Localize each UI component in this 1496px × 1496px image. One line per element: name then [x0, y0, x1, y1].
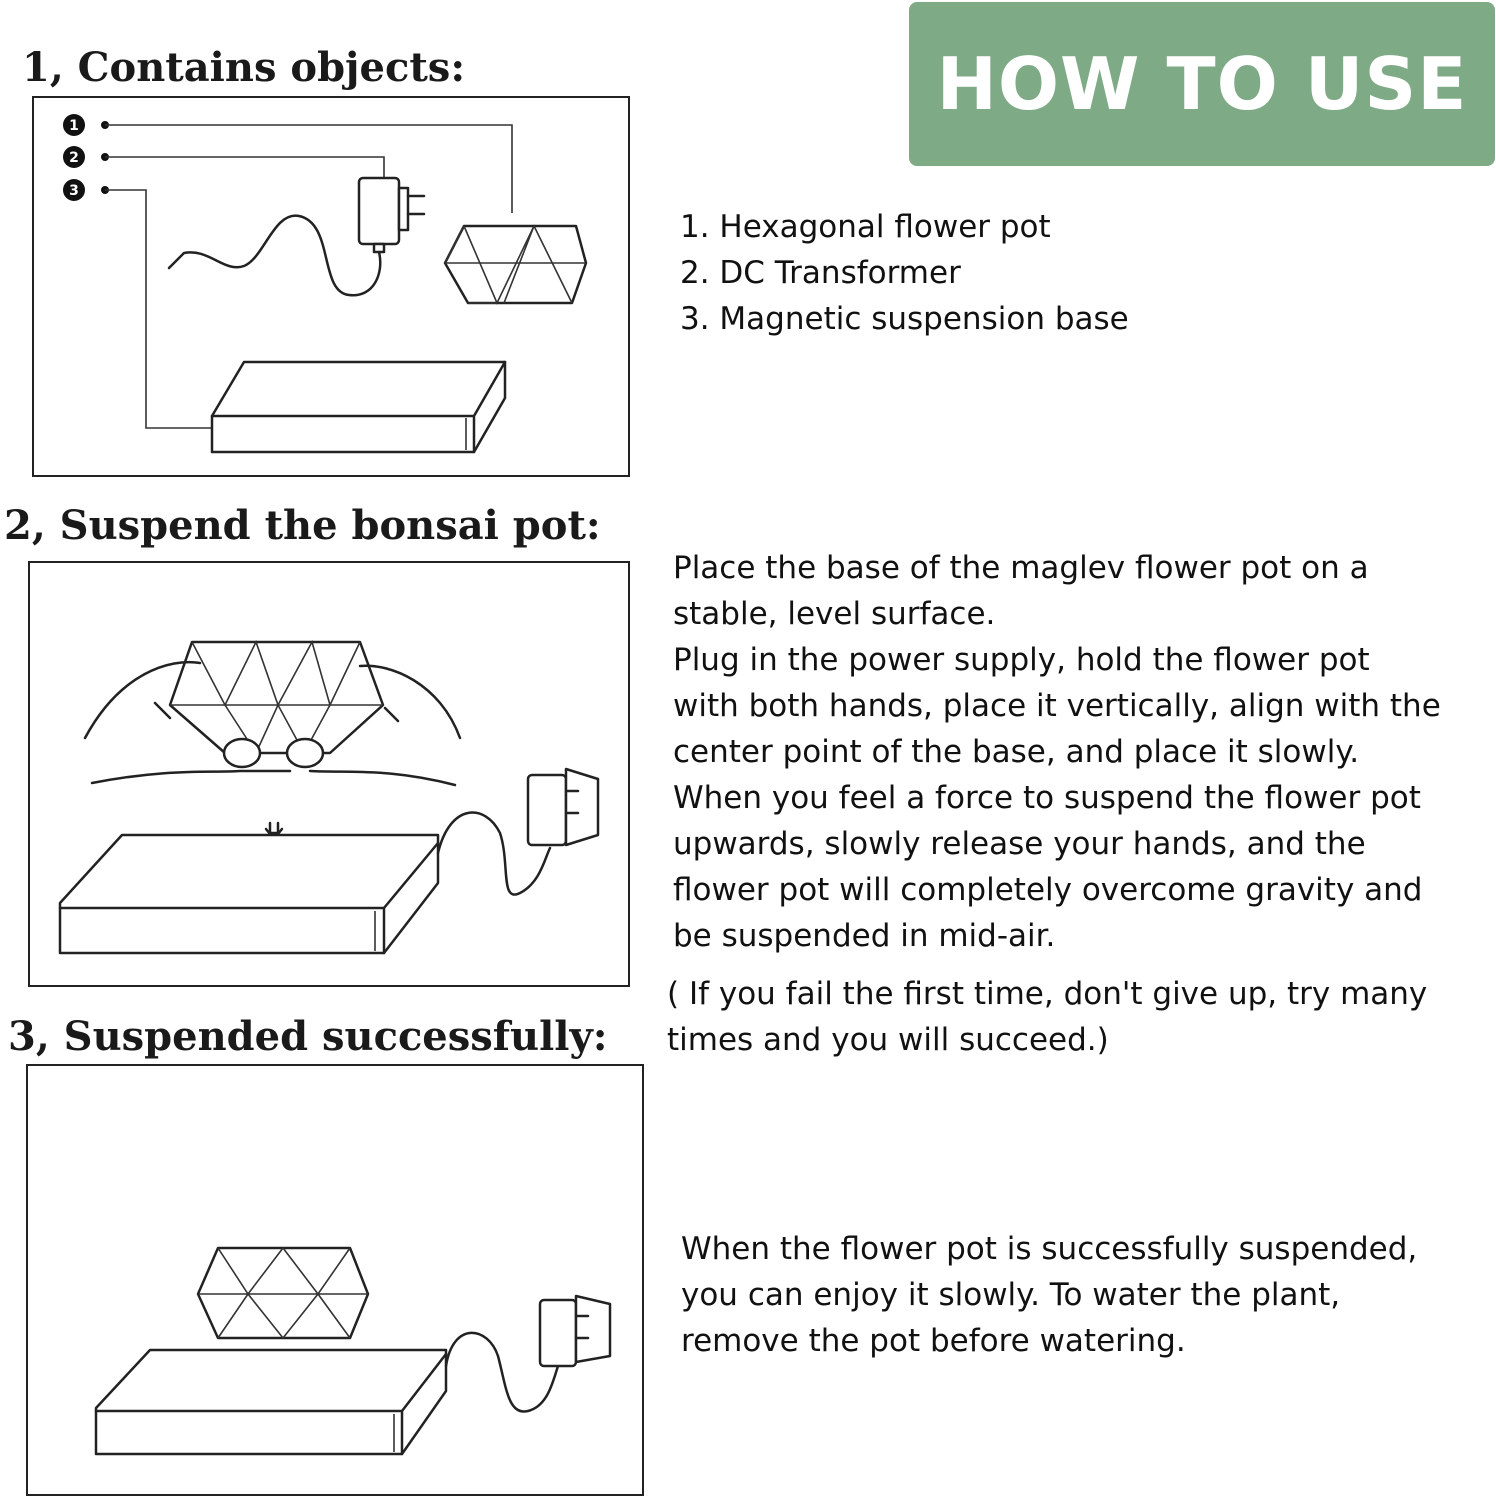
- marker-2: [63, 146, 85, 168]
- step3-heading: 3, Suspended successfully:: [8, 1013, 608, 1060]
- hexagonal-flower-pot: [170, 642, 383, 753]
- step2-line-9: be suspended in mid-air.: [673, 918, 1056, 954]
- step3-line-3: remove the pot before watering.: [681, 1323, 1186, 1359]
- step2-line-4: with both hands, place it vertically, align with the: [673, 688, 1441, 724]
- dc-transformer: [446, 1296, 610, 1412]
- step3-illustration-panel: [26, 1064, 644, 1496]
- step2-note-line-2: times and you will succeed.): [667, 1022, 1109, 1058]
- magnetic-suspension-base: [60, 835, 438, 953]
- marker-3: [63, 179, 85, 201]
- item-hexagonal-flower-pot: 1. Hexagonal flower pot: [680, 209, 1051, 245]
- step2-line-5: center point of the base, and place it slowly.: [673, 734, 1360, 770]
- dc-transformer: [438, 769, 598, 895]
- magnetic-suspension-base: [212, 362, 505, 452]
- step2-instructions: [673, 545, 1441, 959]
- how-to-use-banner: HOW TO USE ?: [909, 2, 1495, 166]
- step2-illustration-panel: [28, 561, 630, 987]
- step2-note-line-1: ( If you fail the first time, don't give up, try many: [667, 976, 1428, 1012]
- step3-instructions: [681, 1226, 1417, 1364]
- hexagonal-flower-pot: [445, 226, 586, 303]
- step2-line-3: Plug in the power supply, hold the flower pot: [673, 642, 1370, 678]
- step3-line-2: you can enjoy it slowly. To water the plant,: [681, 1277, 1341, 1313]
- step2-line-1: Place the base of the maglev flower pot on a: [673, 550, 1369, 586]
- step2-line-8: flower pot will completely overcome gravity and: [673, 872, 1423, 908]
- item-dc-transformer: 2. DC Transformer: [680, 255, 961, 291]
- step2-line-7: upwards, slowly release your hands, and the: [673, 826, 1366, 862]
- step2-note: [667, 971, 1427, 1063]
- hexagonal-flower-pot: [198, 1248, 368, 1338]
- marker-1-label: 1: [69, 118, 79, 134]
- step1-item-list: [680, 204, 1129, 342]
- step2-line-6: When you feel a force to suspend the flower pot: [673, 780, 1421, 816]
- step1-illustration-panel: [32, 96, 630, 477]
- marker-2-label: 2: [69, 150, 79, 166]
- step3-line-1: When the flower pot is successfully suspended,: [681, 1231, 1418, 1267]
- dc-transformer: [169, 178, 424, 295]
- marker-1: [63, 114, 85, 136]
- item-magnetic-base: 3. Magnetic suspension base: [680, 301, 1129, 337]
- step1-heading: 1, Contains objects:: [22, 44, 466, 91]
- marker-3-label: 3: [69, 183, 79, 199]
- step2-line-2: stable, level surface.: [673, 596, 996, 632]
- magnetic-suspension-base: [96, 1350, 446, 1454]
- step2-heading: 2, Suspend the bonsai pot:: [4, 502, 601, 549]
